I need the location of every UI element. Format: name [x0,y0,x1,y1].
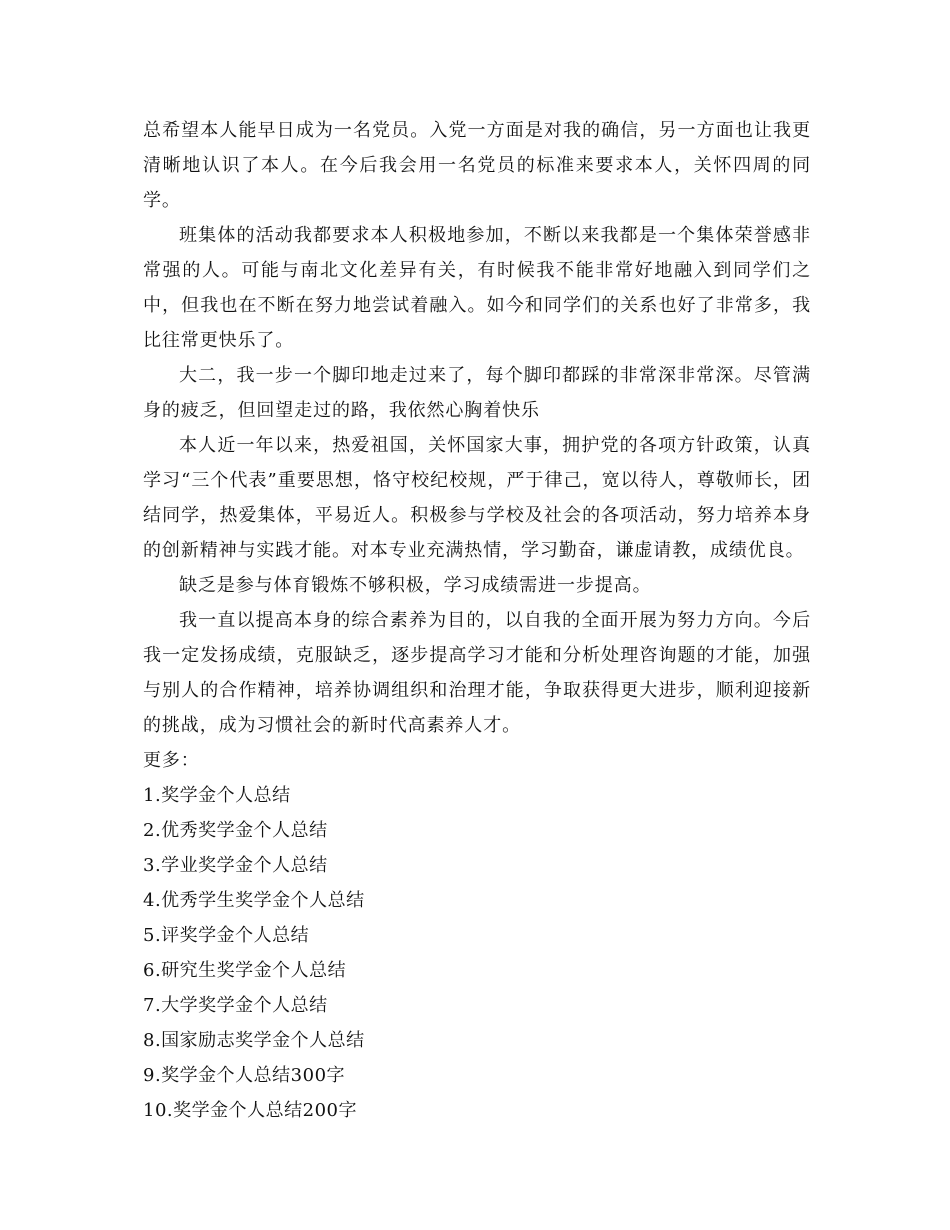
related-link[interactable]: 8.国家励志奖学金个人总结 [143,1030,365,1051]
paragraph-shortcomings: 缺乏是参与体育锻炼不够积极，学习成绩需进一步提高。 [179,575,652,596]
paragraph-sophomore-year: 大二，我一步一个脚印地走过来了，每个脚印都踩的非常深非常深。尽管满身的疲乏，但回望走过的路，我依然心胸着快乐 [143,365,811,421]
document-body [143,113,811,1128]
paragraph-future-goals: 我一直以提高本身的综合素养为目的，以自我的全面开展为努力方向。今后我一定发扬成绩，克服缺乏，逐步提高学习才能和分析处理咨询题的才能，加强与别人的合作精神，培养协调组织和治理才能，争取获得更大进步，顺利迎接新的挑战，成为习惯社会的新时代高素养人才。 [143,610,811,736]
related-link[interactable]: 9.奖学金个人总结300字 [143,1065,346,1086]
related-link[interactable]: 7.大学奖学金个人总结 [143,995,328,1016]
paragraph-party-membership: 总希望本人能早日成为一名党员。入党一方面是对我的确信，另一方面也让我更清晰地认识了本人。在今后我会用一名党员的标准来要求本人，关怀四周的同学。 [143,120,811,211]
related-link[interactable]: 2.优秀奖学金个人总结 [143,820,328,841]
paragraph-self-summary: 本人近一年以来，热爱祖国，关怀国家大事，拥护党的各项方针政策，认真学习“三个代表”重要思想，恪守校纪校规，严于律己，宽以待人，尊敬师长，团结同学，热爱集体，平易近人。积极参与学校及社会的各项活动，努力培养本身的创新精神与实践才能。对本专业充满热情，学习勤奋，谦虚请教，成绩优良。 [143,435,811,561]
related-link[interactable]: 5.评奖学金个人总结 [143,925,310,946]
related-link[interactable]: 6.研究生奖学金个人总结 [143,960,347,981]
related-link[interactable]: 10.奖学金个人总结200字 [143,1100,357,1121]
related-link[interactable]: 1.奖学金个人总结 [143,785,291,806]
related-links-list [143,778,811,1128]
more-label: 更多： [143,750,200,771]
related-link[interactable]: 4.优秀学生奖学金个人总结 [143,890,365,911]
related-link[interactable]: 3.学业奖学金个人总结 [143,855,328,876]
paragraph-class-activities: 班集体的活动我都要求本人积极地参加，不断以来我都是一个集体荣誉感非常强的人。可能与南北文化差异有关，有时候我不能非常好地融入到同学们之中，但我也在不断在努力地尝试着融入。如今和同学们的关系也好了非常多，我比往常更快乐了。 [143,225,811,351]
